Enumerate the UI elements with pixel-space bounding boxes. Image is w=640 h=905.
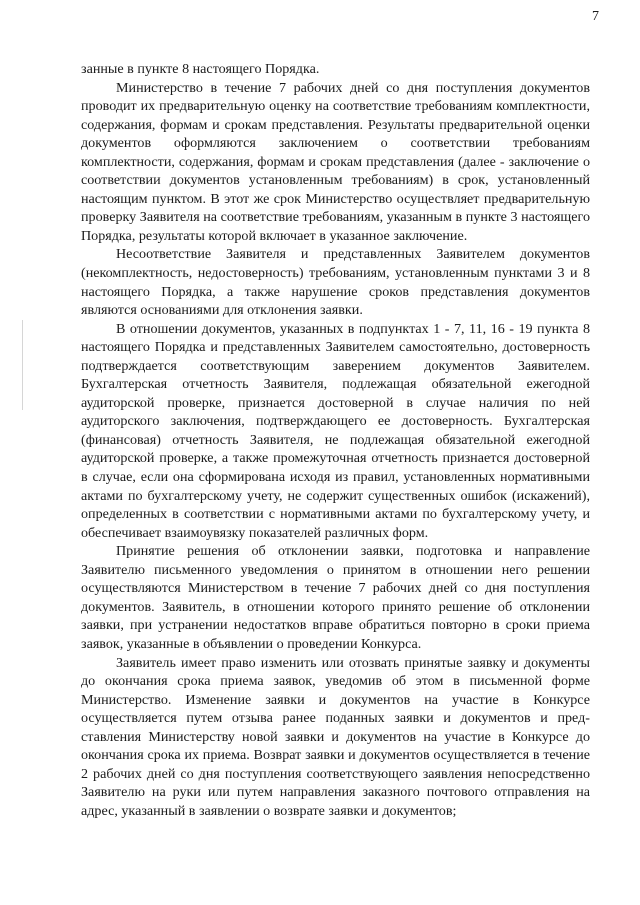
document-body [81, 60, 590, 820]
page-number: 7 [592, 9, 599, 24]
paragraph-continuation: занные в пункте 8 настоящего Порядка. [81, 61, 320, 77]
paragraph-preliminary-assessment: Министерство в течение 7 рабочих дней со дня поступления документов проводит их предварительную оценку на соответствие требованиям комплектности, содержания, формам и срокам представления. Результаты предварительной оценки документов оформляются заключением о соответствии требованиям комплектности, содержания, формам и срокам представления (далее - заключение о соответствии документов установленным требованиям) в срок, установленный настоящим пунктом. В этот же срок Министерство осуществляет предварительную проверку Заявителя на соответствие требованиям, указанным в пункте 3 настоящего Порядка, результаты которой включает в указанное заключение. [81, 79, 590, 244]
scan-edge-mark [22, 320, 23, 410]
paragraph-document-reliability: В отношении документов, указанных в подпунктах 1 - 7, 11, 16 - 19 пункта 8 настоящего Порядка и представленных Заявителем самостоятельно, достоверность подтверждается соответствующим заверением документов Заявителем. Бухгалтерская отчетность Заявителя, подлежащая обязательной ежегодной аудиторской проверке, признается достоверной в случае наличия по ней аудиторского заключения, подтверждающего ее достоверность. Бухгалтерская (финансовая) отчетность Заявителя, не подлежащая обязательной ежегодной аудиторской проверке, а также промежуточная отчетность признается достоверной в случае, если она сформирована исходя из правил, установленных нормативными актами по бухгалтерскому учету, не содержит существенных ошибок (искажений), определенных в соответствии с нормативными актами по бухгалтерскому учету, и обеспечивает взаимоувязку показателей различных форм. [81, 320, 590, 541]
paragraph-rejection-grounds: Несоответствие Заявителя и представленных Заявителем документов (некомплектность, недостоверность) требованиям, установленным пунктами 3 и 8 настоящего Порядка, а также нарушение сроков представления документов являются основаниями для отклонения заявки. [81, 246, 590, 319]
paragraph-rejection-decision: Принятие решения об отклонении заявки, подготовка и направление Заявителю письменного уведомления о принятом в отношении него решении осуществляются Министерством в течение 7 рабочих дней со дня поступления документов. Заявитель, в отношении которого принято решение об отклонении заявки, при устранении недостатков вправе обратиться повторно в сроки приема заявок, указанные в объявлении о проведении Конкурса. [81, 543, 590, 652]
paragraph-application-withdrawal: Заявитель имеет право изменить или отозвать принятые заявку и документы до окончания срока приема заявок, уведомив об этом в письменной форме Министерство. Изменение заявки и документов на участие в Конкурсе осуществляется путем отзыва ранее поданных заявки и документов и представления Министерству новой заявки и документов на участие в Конкурсе до окончания срока их приема. Возврат заявки и документов осуществляется в течение 2 рабочих дней со дня поступления соответствующего заявления непосредственно Заявителю на руки или путем направления заказного почтового отправления на адрес, указанный в заявлении о возврате заявки и документов; [81, 654, 590, 819]
